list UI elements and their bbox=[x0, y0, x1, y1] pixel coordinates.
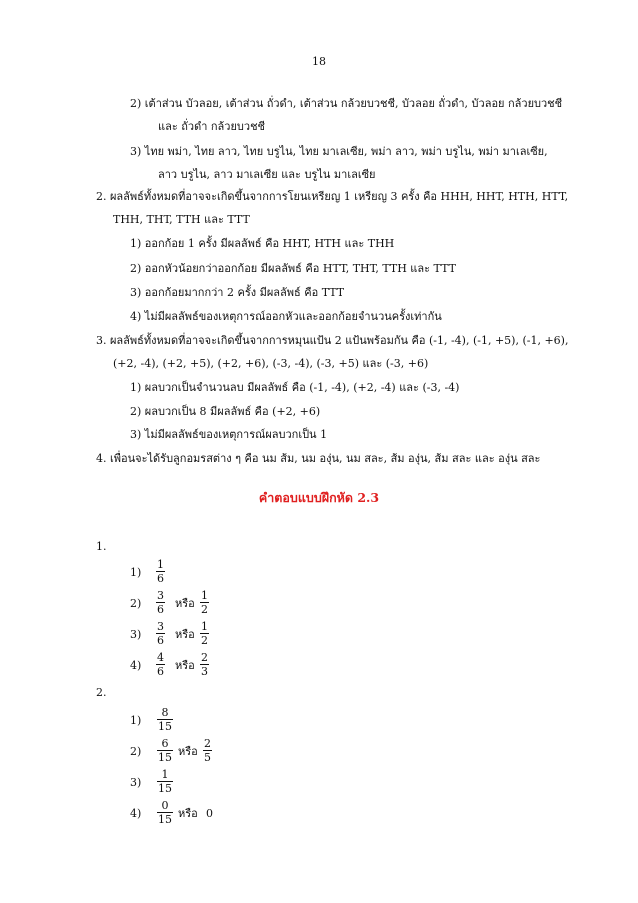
q3-sub1: 1) ผลบวกเป็นจำนวนลบ มีผลลัพธ์ คือ (-1, -4), (+2, -4) และ (-3, -4) bbox=[130, 381, 460, 394]
denominator: 15 bbox=[158, 720, 172, 733]
denominator: 6 bbox=[157, 572, 164, 585]
fraction bbox=[157, 737, 173, 764]
numerator: 1 bbox=[157, 558, 164, 571]
fraction bbox=[157, 706, 173, 733]
q3-sub2: 2) ผลบวกเป็น 8 มีผลลัพธ์ คือ (+2, +6) bbox=[130, 405, 321, 418]
numerator: 3 bbox=[157, 620, 164, 633]
numerator: 1 bbox=[161, 768, 169, 781]
q2-line1: 2. ผลลัพธ์ทั้งหมดที่อาจจะเกิดขึ้นจากการโยนเหรียญ 1 เหรียญ 3 ครั้ง คือ HHH, HHT, HTH, HTT, bbox=[96, 190, 569, 203]
answer-item-label: 3) bbox=[130, 776, 142, 789]
answer-item-label: 2) bbox=[130, 597, 142, 610]
numerator: 1 bbox=[201, 589, 208, 602]
answer-item-label: 1) bbox=[130, 714, 142, 727]
s1-item2-line2: และ ถั่วดำ กล้วยบวชชี bbox=[158, 120, 266, 133]
fraction bbox=[200, 589, 209, 616]
answer-item-label: 1) bbox=[130, 566, 142, 579]
numerator: 6 bbox=[161, 737, 169, 750]
or-word: หรือ bbox=[178, 807, 198, 820]
answer-item-label: 3) bbox=[130, 628, 142, 641]
numerator: 2 bbox=[201, 651, 208, 664]
denominator: 15 bbox=[158, 813, 172, 826]
s1-item2-line1: 2) เต้าส่วน บัวลอย, เต้าส่วน ถั่วดำ, เต้าส่วน กล้วยบวชชี, บัวลอย ถั่วดำ, บัวลอย กล้วยบวชชี bbox=[130, 97, 563, 110]
answer-item-label: 2) bbox=[130, 745, 142, 758]
answer-group-number: 2. bbox=[96, 686, 107, 699]
denominator: 5 bbox=[204, 751, 211, 764]
numerator: 2 bbox=[204, 737, 211, 750]
answer-item-label: 4) bbox=[130, 807, 142, 820]
answer-group-number: 1. bbox=[96, 540, 107, 553]
denominator: 2 bbox=[201, 634, 208, 647]
q2-sub2: 2) ออกหัวน้อยกว่าออกก้อย มีผลลัพธ์ คือ HTT, THT, TTH และ TTT bbox=[130, 262, 456, 275]
numerator: 8 bbox=[161, 706, 169, 719]
q2-line2: THH, THT, TTH และ TTT bbox=[113, 213, 250, 226]
q4-line1: 4. เพื่อนจะได้รับลูกอมรสต่าง ๆ คือ นม ส้ม, นม องุ่น, นม สละ, ส้ม องุ่น, ส้ม สละ และ องุ่น สละ bbox=[96, 452, 541, 465]
q2-sub3: 3) ออกก้อยมากกว่า 2 ครั้ง มีผลลัพธ์ คือ TTT bbox=[130, 286, 345, 299]
fraction bbox=[157, 799, 173, 826]
denominator: 15 bbox=[158, 782, 172, 795]
denominator: 6 bbox=[157, 634, 164, 647]
s1-item3-line2: ลาว บรูไน, ลาว มาเลเซีย และ บรูไน มาเลเซีย bbox=[158, 168, 376, 181]
numerator: 0 bbox=[161, 799, 169, 812]
or-word: หรือ bbox=[175, 597, 195, 610]
numerator: 1 bbox=[201, 620, 208, 633]
fraction bbox=[156, 651, 165, 678]
answer-item-label: 4) bbox=[130, 659, 142, 672]
denominator: 6 bbox=[157, 603, 164, 616]
q3-sub3: 3) ไม่มีผลลัพธ์ของเหตุการณ์ผลบวกเป็น 1 bbox=[130, 428, 328, 441]
fraction bbox=[156, 558, 165, 585]
fraction bbox=[200, 651, 209, 678]
answers-heading: คำตอบแบบฝึกหัด 2.3 bbox=[258, 490, 380, 505]
denominator: 6 bbox=[157, 665, 164, 678]
fraction bbox=[157, 768, 173, 795]
s1-item3-line1: 3) ไทย พม่า, ไทย ลาว, ไทย บรูไน, ไทย มาเลเซีย, พม่า ลาว, พม่า บรูไน, พม่า มาเลเซีย, bbox=[130, 145, 548, 158]
fraction bbox=[156, 589, 165, 616]
q2-sub4: 4) ไม่มีผลลัพธ์ของเหตุการณ์ออกหัวและออกก้อยจำนวนครั้งเท่ากัน bbox=[130, 310, 442, 323]
fraction bbox=[203, 737, 212, 764]
q3-line1: 3. ผลลัพธ์ทั้งหมดที่อาจจะเกิดขึ้นจากการหมุนแป้น 2 แป้นพร้อมกัน คือ (-1, -4), (-1, +5), (-1, +6), bbox=[96, 334, 569, 347]
q2-sub1: 1) ออกก้อย 1 ครั้ง มีผลลัพธ์ คือ HHT, HTH และ THH bbox=[130, 237, 395, 250]
numerator: 4 bbox=[157, 651, 164, 664]
or-word: หรือ bbox=[175, 659, 195, 672]
fraction bbox=[156, 620, 165, 647]
denominator: 3 bbox=[201, 665, 208, 678]
or-word: หรือ bbox=[175, 628, 195, 641]
or-word: หรือ bbox=[178, 745, 198, 758]
page-number: 18 bbox=[312, 55, 326, 68]
fraction bbox=[200, 620, 209, 647]
q3-line2: (+2, -4), (+2, +5), (+2, +6), (-3, -4), (-3, +5) และ (-3, +6) bbox=[113, 357, 429, 370]
answer-tail-value: 0 bbox=[206, 807, 213, 820]
numerator: 3 bbox=[157, 589, 164, 602]
denominator: 2 bbox=[201, 603, 208, 616]
denominator: 15 bbox=[158, 751, 172, 764]
